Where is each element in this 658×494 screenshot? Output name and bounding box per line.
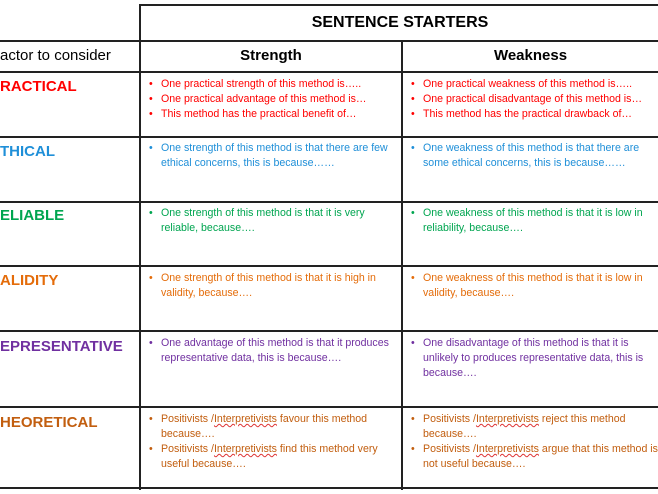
reliable-strength-cell: [147, 206, 397, 236]
table-border: [140, 4, 658, 6]
table-border: [0, 406, 658, 408]
list-item: • One advantage of this method is that it produces representative data, this is because….: [147, 336, 397, 366]
list-item: [147, 412, 399, 442]
item-text: Positivists /: [161, 443, 214, 455]
theoretical-weakness-cell: [409, 412, 658, 472]
reliable-weakness-cell: [409, 206, 658, 236]
factor-representative: EPRESENTATIVE: [0, 338, 123, 355]
list-item: • One strength of this method is that it is high in validity, because….: [147, 271, 397, 301]
table-border: [0, 71, 658, 73]
spellcheck-underlined-word: Interpretivists: [213, 413, 277, 425]
representative-weakness-cell: [409, 336, 658, 381]
ethical-strength-cell: [147, 141, 397, 171]
list-item: [409, 442, 658, 472]
page-title: SENTENCE STARTERS: [311, 14, 489, 31]
validity-weakness-cell: [409, 271, 658, 301]
list-item: • One weakness of this method is that it is low in reliability, because….: [409, 206, 658, 236]
list-item: • One strength of this method is that it is very reliable, because….: [147, 206, 397, 236]
table-border: [0, 136, 658, 138]
table-border: [0, 330, 658, 332]
list-item: • One disadvantage of this method is that it is unlikely to produces representative data, this is because….: [409, 336, 658, 381]
table-border: [0, 201, 658, 203]
item-text: find this method very useful because….: [161, 443, 378, 470]
ethical-weakness-cell: [409, 141, 658, 171]
list-item: [409, 412, 658, 442]
item-text: Positivists /: [161, 413, 214, 425]
list-item: • One practical advantage of this method is…: [147, 92, 397, 107]
list-item: • One practical strength of this method is…..: [147, 77, 397, 92]
item-text: Positivists /: [423, 443, 476, 455]
list-item: • One practical weakness of this method is…..: [409, 77, 658, 92]
factor-reliable: ELIABLE: [0, 207, 65, 224]
factor-ethical: THICAL: [0, 143, 55, 160]
list-item: [147, 442, 399, 472]
factor-practical: RACTICAL: [0, 78, 77, 95]
theoretical-strength-cell: [147, 412, 399, 472]
table-border: [0, 265, 658, 267]
table-border: [0, 487, 658, 489]
item-text: Positivists /: [423, 413, 476, 425]
spellcheck-underlined-word: Interpretivists: [475, 413, 539, 425]
factor-validity: ALIDITY: [0, 272, 59, 289]
validity-strength-cell: [147, 271, 397, 301]
weakness-column-header: Weakness: [493, 47, 568, 64]
list-item: • This method has the practical drawback of…: [409, 107, 658, 122]
list-item: • One strength of this method is that there are few ethical concerns, this is because……: [147, 141, 397, 171]
list-item: • One weakness of this method is that there are some ethical concerns, this is because……: [409, 141, 658, 171]
strength-column-header: Strength: [240, 47, 302, 64]
table-border: [0, 40, 658, 42]
spellcheck-underlined-word: Interpretivists: [475, 443, 539, 455]
item-text: reject this method because….: [423, 413, 626, 440]
item-text: favour this method because….: [161, 413, 368, 440]
spellcheck-underlined-word: Interpretivists: [213, 443, 277, 455]
list-item: • This method has the practical benefit of…: [147, 107, 397, 122]
representative-strength-cell: [147, 336, 397, 366]
factor-column-header: actor to consider: [0, 47, 111, 64]
list-item: • One weakness of this method is that it is low in validity, because….: [409, 271, 658, 301]
practical-strength-cell: [147, 77, 397, 122]
factor-theoretical: HEORETICAL: [0, 414, 98, 431]
item-text: argue that this method is not useful because….: [423, 443, 658, 470]
list-item: • One practical disadvantage of this method is…: [409, 92, 658, 107]
table-divider: [139, 4, 141, 490]
practical-weakness-cell: [409, 77, 658, 122]
